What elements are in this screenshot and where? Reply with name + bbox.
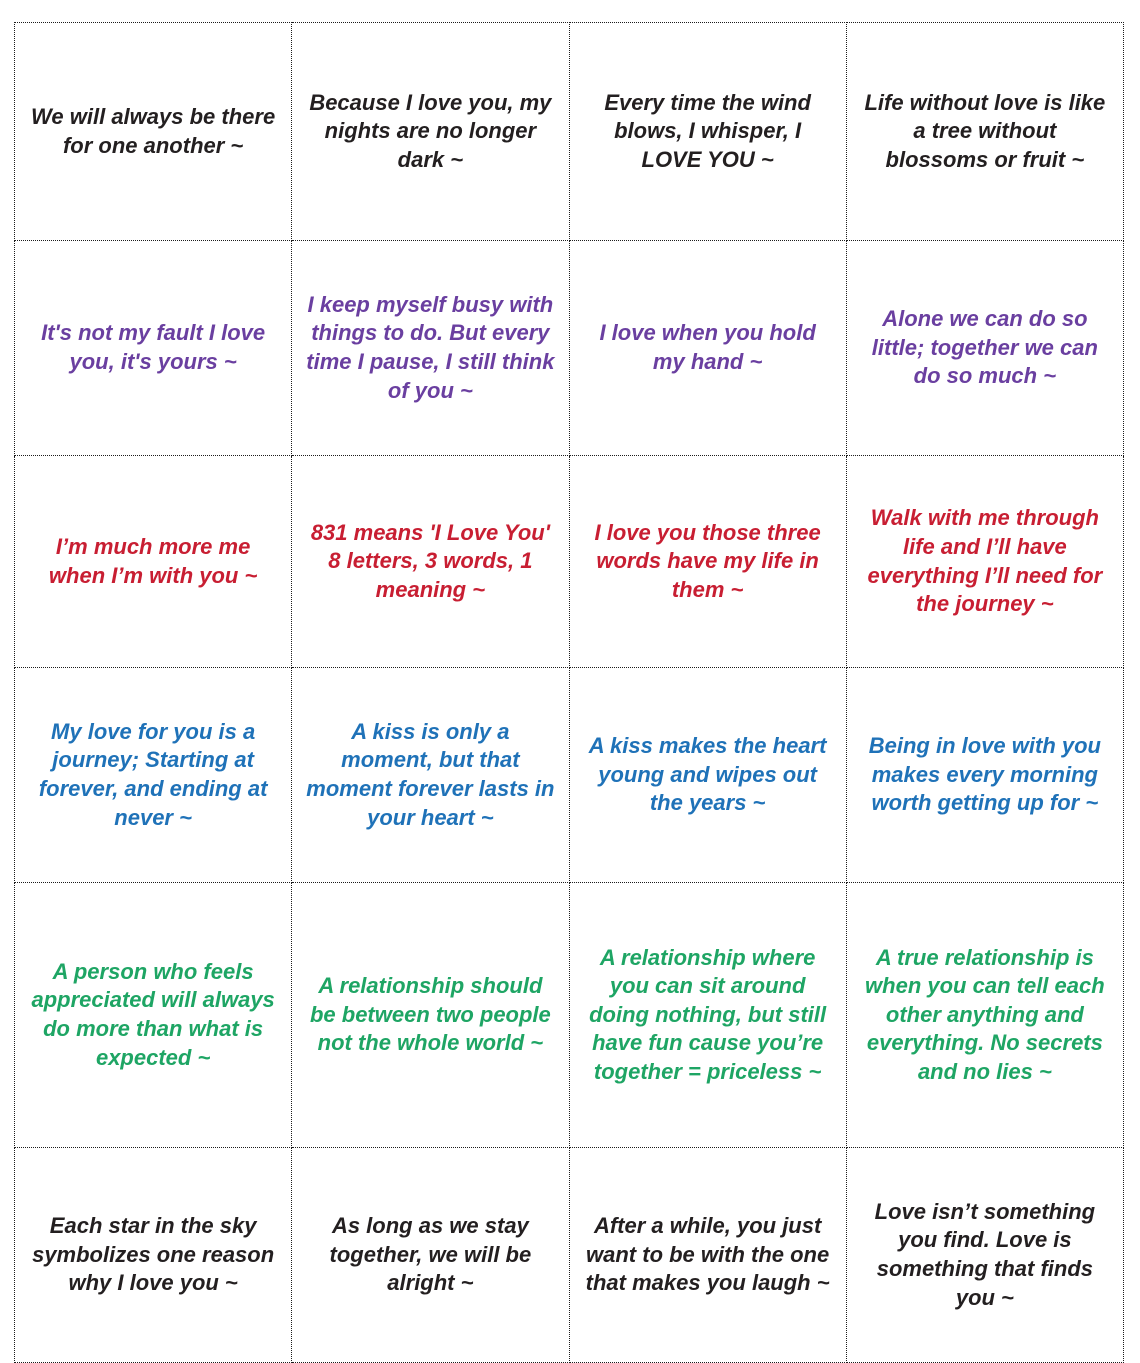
quote-cell: Love isn’t something you find. Love is something that finds you ~ [846, 1148, 1123, 1363]
quote-cell: It's not my fault I love you, it's yours ~ [15, 241, 292, 456]
quote-cell: I’m much more me when I’m with you ~ [15, 456, 292, 668]
quote-cell: A true relationship is when you can tell each other anything and everything. No secrets and no lies ~ [846, 883, 1123, 1148]
quote-row [15, 456, 1124, 668]
quote-cell: My love for you is a journey; Starting at forever, and ending at never ~ [15, 668, 292, 883]
quote-cell: Life without love is like a tree without blossoms or fruit ~ [846, 23, 1123, 241]
quote-row [15, 668, 1124, 883]
quote-cell: A relationship where you can sit around doing nothing, but still have fun cause you’re together = priceless ~ [569, 883, 846, 1148]
quote-cell: A kiss makes the heart young and wipes out the years ~ [569, 668, 846, 883]
quote-row [15, 241, 1124, 456]
quote-cell: I keep myself busy with things to do. But every time I pause, I still think of you ~ [292, 241, 569, 456]
quote-cell: We will always be there for one another ~ [15, 23, 292, 241]
quote-cell: Walk with me through life and I’ll have everything I’ll need for the journey ~ [846, 456, 1123, 668]
quote-row [15, 883, 1124, 1148]
quote-cell: A kiss is only a moment, but that moment forever lasts in your heart ~ [292, 668, 569, 883]
quote-cell: After a while, you just want to be with the one that makes you laugh ~ [569, 1148, 846, 1363]
quote-cell: 831 means 'I Love You' 8 letters, 3 words, 1 meaning ~ [292, 456, 569, 668]
quote-cell: I love you those three words have my life in them ~ [569, 456, 846, 668]
quote-cell: As long as we stay together, we will be alright ~ [292, 1148, 569, 1363]
quote-cell: Being in love with you makes every morning worth getting up for ~ [846, 668, 1123, 883]
quote-cell: A person who feels appreciated will always do more than what is expected ~ [15, 883, 292, 1148]
quotes-table [14, 22, 1124, 1363]
quote-cell: Every time the wind blows, I whisper, I LOVE YOU ~ [569, 23, 846, 241]
quote-row [15, 1148, 1124, 1363]
quote-cell: Alone we can do so little; together we can do so much ~ [846, 241, 1123, 456]
quote-cell: Because I love you, my nights are no longer dark ~ [292, 23, 569, 241]
quote-row [15, 23, 1124, 241]
quote-cell: A relationship should be between two people not the whole world ~ [292, 883, 569, 1148]
quote-cell: Each star in the sky symbolizes one reason why I love you ~ [15, 1148, 292, 1363]
quote-cell: I love when you hold my hand ~ [569, 241, 846, 456]
page [0, 22, 1140, 1325]
